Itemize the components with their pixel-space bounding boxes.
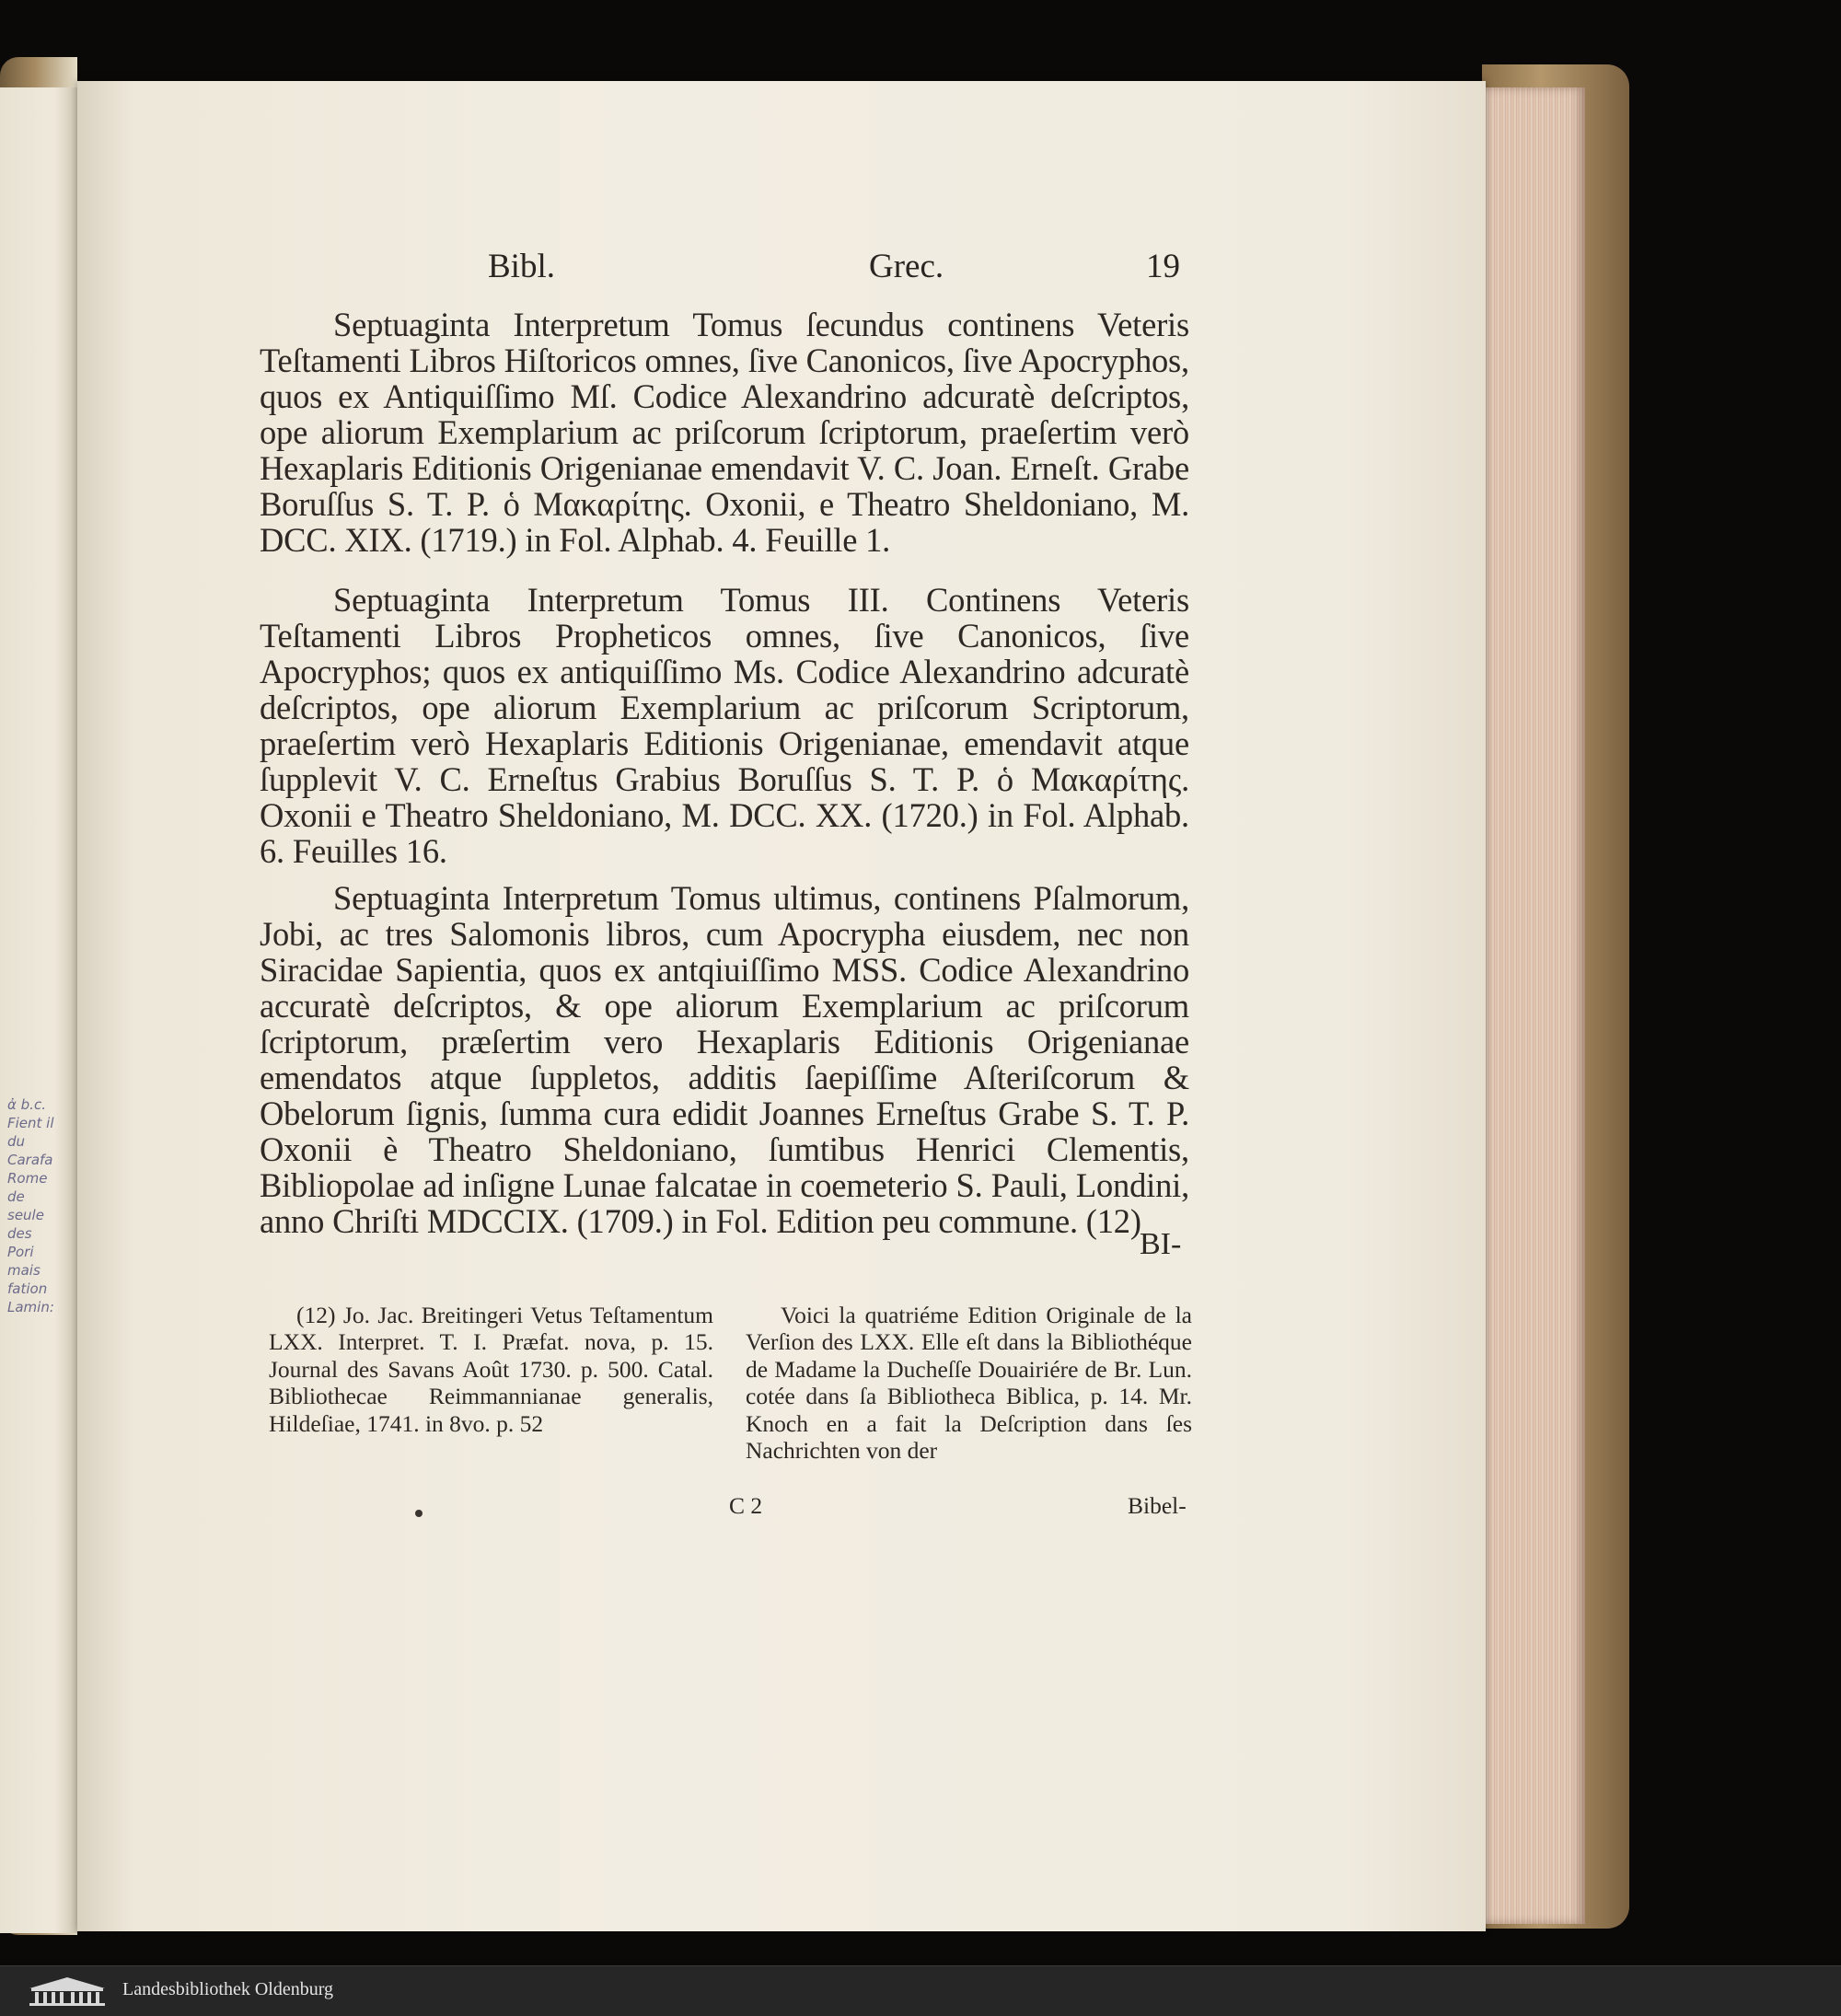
left-page-sliver	[0, 87, 77, 1933]
catchword: BI-	[1140, 1227, 1182, 1261]
signature-mark: C 2	[729, 1492, 763, 1519]
library-building-icon	[28, 1975, 107, 2007]
ink-dot	[415, 1510, 423, 1517]
paragraph-1: Septuaginta Interpretum Tomus ſecundus continens Veteris Teſtamenti Libros Hiſtoricos omnes, ſive Canonicos, ſive Apocryphos, quos ex Antiquiſſimo Mſ. Codice Alexandrino adcuratè deſcriptos, ope aliorum Exemplarium ac priſcorum ſcriptorum, praeſertim verò Hexaplaris Editionis Origenianae emendavit V. C. Joan. Erneſt. Grabe Boruſſus S. T. P. ὁ Μακαρίτης. Oxonii, e Theatro Sheldoniano, M. DCC. XIX. (1719.) in Fol. Alphab. 4. Feuille 1.	[260, 306, 1189, 559]
page-number: 19	[1146, 248, 1180, 285]
header-center: Grec.	[869, 248, 944, 285]
page-edges	[1484, 87, 1585, 1924]
footnote-right: Voici la quatriéme Edition Originale de la Verſion des LXX. Elle eſt dans la Bibliothéque de Madame la Ducheſſe Douairiére de Br. Lun. cotée dans ſa Bibliotheca Biblica, p. 14. Mr. Knoch en a fait la Deſcription dans ſes Nachrichten von der	[746, 1302, 1192, 1465]
paragraph-2: Septuaginta Interpretum Tomus III. Continens Veteris Teſtamenti Libros Propheticos omnes, ſive Canonicos, ſive Apocryphos; quos ex antiquiſſimo Ms. Codice Alexandrino adcuratè deſcriptos, ope aliorum Exemplarium ac priſcorum Scriptorum, praeſertim verò Hexaplaris Editionis Origenianae, emendavit atque ſupplevit V. C. Erneſtus Grabius Boruſſus S. T. P. ὁ Μακαρίτης. Oxonii e Theatro Sheldoniano, M. DCC. XX. (1720.) in Fol. Alphab. 6. Feuilles 16.	[260, 581, 1189, 870]
footnote-catchword: Bibel-	[1128, 1492, 1187, 1519]
footnote-left: (12) Jo. Jac. Breitingeri Vetus Teſtamentum LXX. Interpret. T. I. Præfat. nova, p. 15. Journal des Savans Août 1730. p. 500. Catal. Bibliothecae Reimmannianae generalis, Hildeſiae, 1741. in 8vo. p. 52	[269, 1302, 713, 1437]
paragraph-3: Septuaginta Interpretum Tomus ultimus, continens Pſalmorum, Jobi, ac tres Salomonis libros, cum Apocrypha eiusdem, nec non Siracidae Sapientia, quos ex antqiuiſſimo MSS. Codice Alexandrino accuratè deſcriptos, & ope aliorum Exemplarium ac priſcorum ſcriptorum, præſertim vero Hexaplaris Editionis Origenianae emendatos atque ſuppletos, additis ſaepiſſime Aſteriſcorum & Obelorum ſignis, ſumma cura edidit Joannes Erneſtus Grabe S. T. P. Oxonii è Theatro Sheldoniano, ſumtibus Henrici Clementis, Bibliopolae ad inſigne Lunae falcatae in coemeterio S. Pauli, Londini, anno Chriſti MDCCIX. (1709.) in Fol. Edition peu commune. (12)	[260, 879, 1189, 1240]
margin-note: ἀ b.c. Fient il du Carafa Rome de seule des Pori mais fation Lamin:	[7, 1096, 54, 1315]
footer-institution: Landesbibliothek Oldenburg	[122, 1979, 334, 1999]
footer-bar	[0, 1965, 1841, 2016]
header-left: Bibl.	[488, 248, 555, 285]
